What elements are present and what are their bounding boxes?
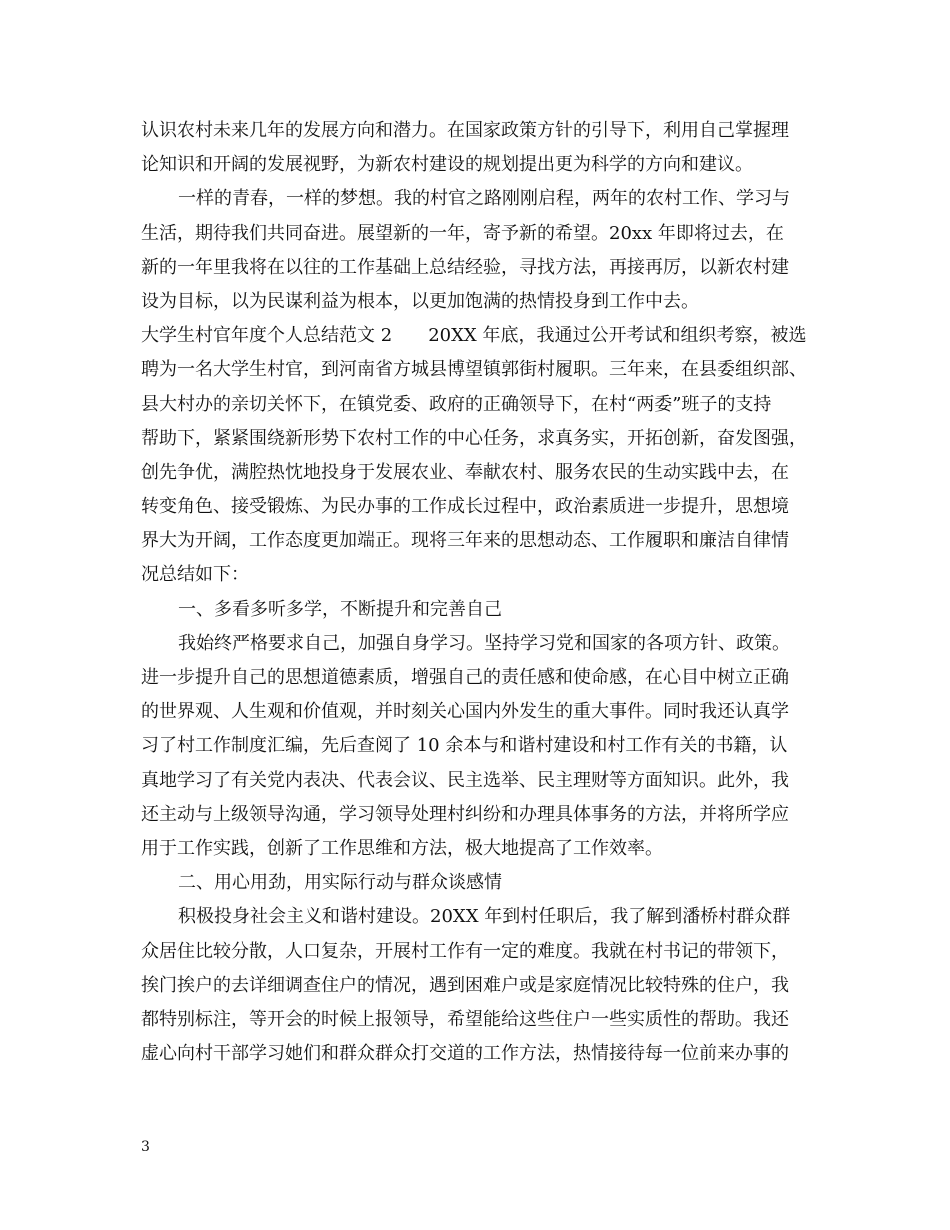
paragraph-start-line: 一样的青春，一样的梦想。我的村官之路刚刚启程，两年的农村工作、学习与 <box>178 188 790 210</box>
text-line: 新的一年里我将在以往的工作基础上总结经验，寻找方法，再接再厉，以新农村建 <box>141 256 789 278</box>
text-line: 论知识和开阔的发展视野，为新农村建设的规划提出更为科学的方向和建议。 <box>141 154 753 176</box>
section-title-line <box>141 319 825 353</box>
text-line: 还主动与上级领导沟通，学习领导处理村纠纷和办理具体事务的方法，并将所学应 <box>141 803 789 825</box>
text-line: 习了村工作制度汇编，先后查阅了 10 余本与和谐村建设和村工作有关的书籍，认 <box>141 735 788 757</box>
page-number: 3 <box>141 1139 150 1155</box>
text-line: 真地学习了有关党内表决、代表会议、民主选举、民主理财等方面知识。此外，我 <box>141 769 789 791</box>
text-line: 转变角色、接受锻炼、为民办事的工作成长过程中，政治素质进一步提升，思想境 <box>141 496 789 518</box>
text-line: 认识农村未来几年的发展方向和潜力。在国家政策方针的引导下，利用自己掌握理 <box>141 120 789 141</box>
paragraph-start-line: 我始终严格要求自己，加强自身学习。坚持学习党和国家的各项方针、政策。 <box>178 632 790 654</box>
subheading-line: 一、多看多听多学，不断提升和完善自己 <box>178 598 502 620</box>
text-line: 界大为开阔，工作态度更加端正。现将三年来的思想动态、工作履职和廉洁自律情 <box>141 530 789 552</box>
text-line: 况总结如下： <box>141 564 249 586</box>
text-line: 都特别标注，等开会的时候上报领导，希望能给这些住户一些实质性的帮助。我还 <box>141 1008 789 1030</box>
text-line: 的世界观、人生观和价值观，并时刻关心国内外发生的重大事件。同时我还认真学 <box>141 701 789 723</box>
text-line: 进一步提升自己的思想道德素质，增强自己的责任感和使命感，在心目中树立正确 <box>141 667 789 688</box>
text-line: 县大村办的亲切关怀下，在镇党委、政府的正确领导下，在村“两委”班子的支持 <box>141 393 772 415</box>
document-body <box>141 114 825 1071</box>
section-intro: 20XX 年底，我通过公开考试和组织考察，被选 <box>428 325 807 347</box>
text-line: 虚心向村干部学习她们和群众群众打交道的工作方法，热情接待每一位前来办事的 <box>141 1043 789 1065</box>
text-line: 用于工作实践，创新了工作思维和方法，极大地提高了工作效率。 <box>141 837 663 859</box>
text-line: 挨门挨户的去详细调查住户的情况，遇到困难户或是家庭情况比较特殊的住户，我 <box>141 974 789 996</box>
text-line: 聘为一名大学生村官，到河南省方城县博望镇郭街村履职。三年来，在县委组织部、 <box>141 359 807 381</box>
subheading-line: 二、用心用劲，用实际行动与群众谈感情 <box>178 872 502 894</box>
text-line: 帮助下，紧紧围绕新形势下农村工作的中心任务，求真务实，开拓创新，奋发图强， <box>141 427 807 449</box>
text-line: 设为目标，以为民谋利益为根本，以更加饱满的热情投身到工作中去。 <box>141 290 699 312</box>
section-title: 大学生村官年度个人总结范文 2 <box>141 325 393 347</box>
text-line: 众居住比较分散，人口复杂，开展村工作有一定的难度。我就在村书记的带领下， <box>141 940 789 962</box>
text-line: 生活，期待我们共同奋进。展望新的一年，寄予新的希望。20xx 年即将过去，在 <box>141 222 784 244</box>
paragraph-start-line: 积极投身社会主义和谐村建设。20XX 年到村任职后，我了解到潘桥村群众群 <box>178 906 791 928</box>
text-line: 创先争优，满腔热忱地投身于发展农业、奉献农村、服务农民的生动实践中去，在 <box>141 461 789 483</box>
